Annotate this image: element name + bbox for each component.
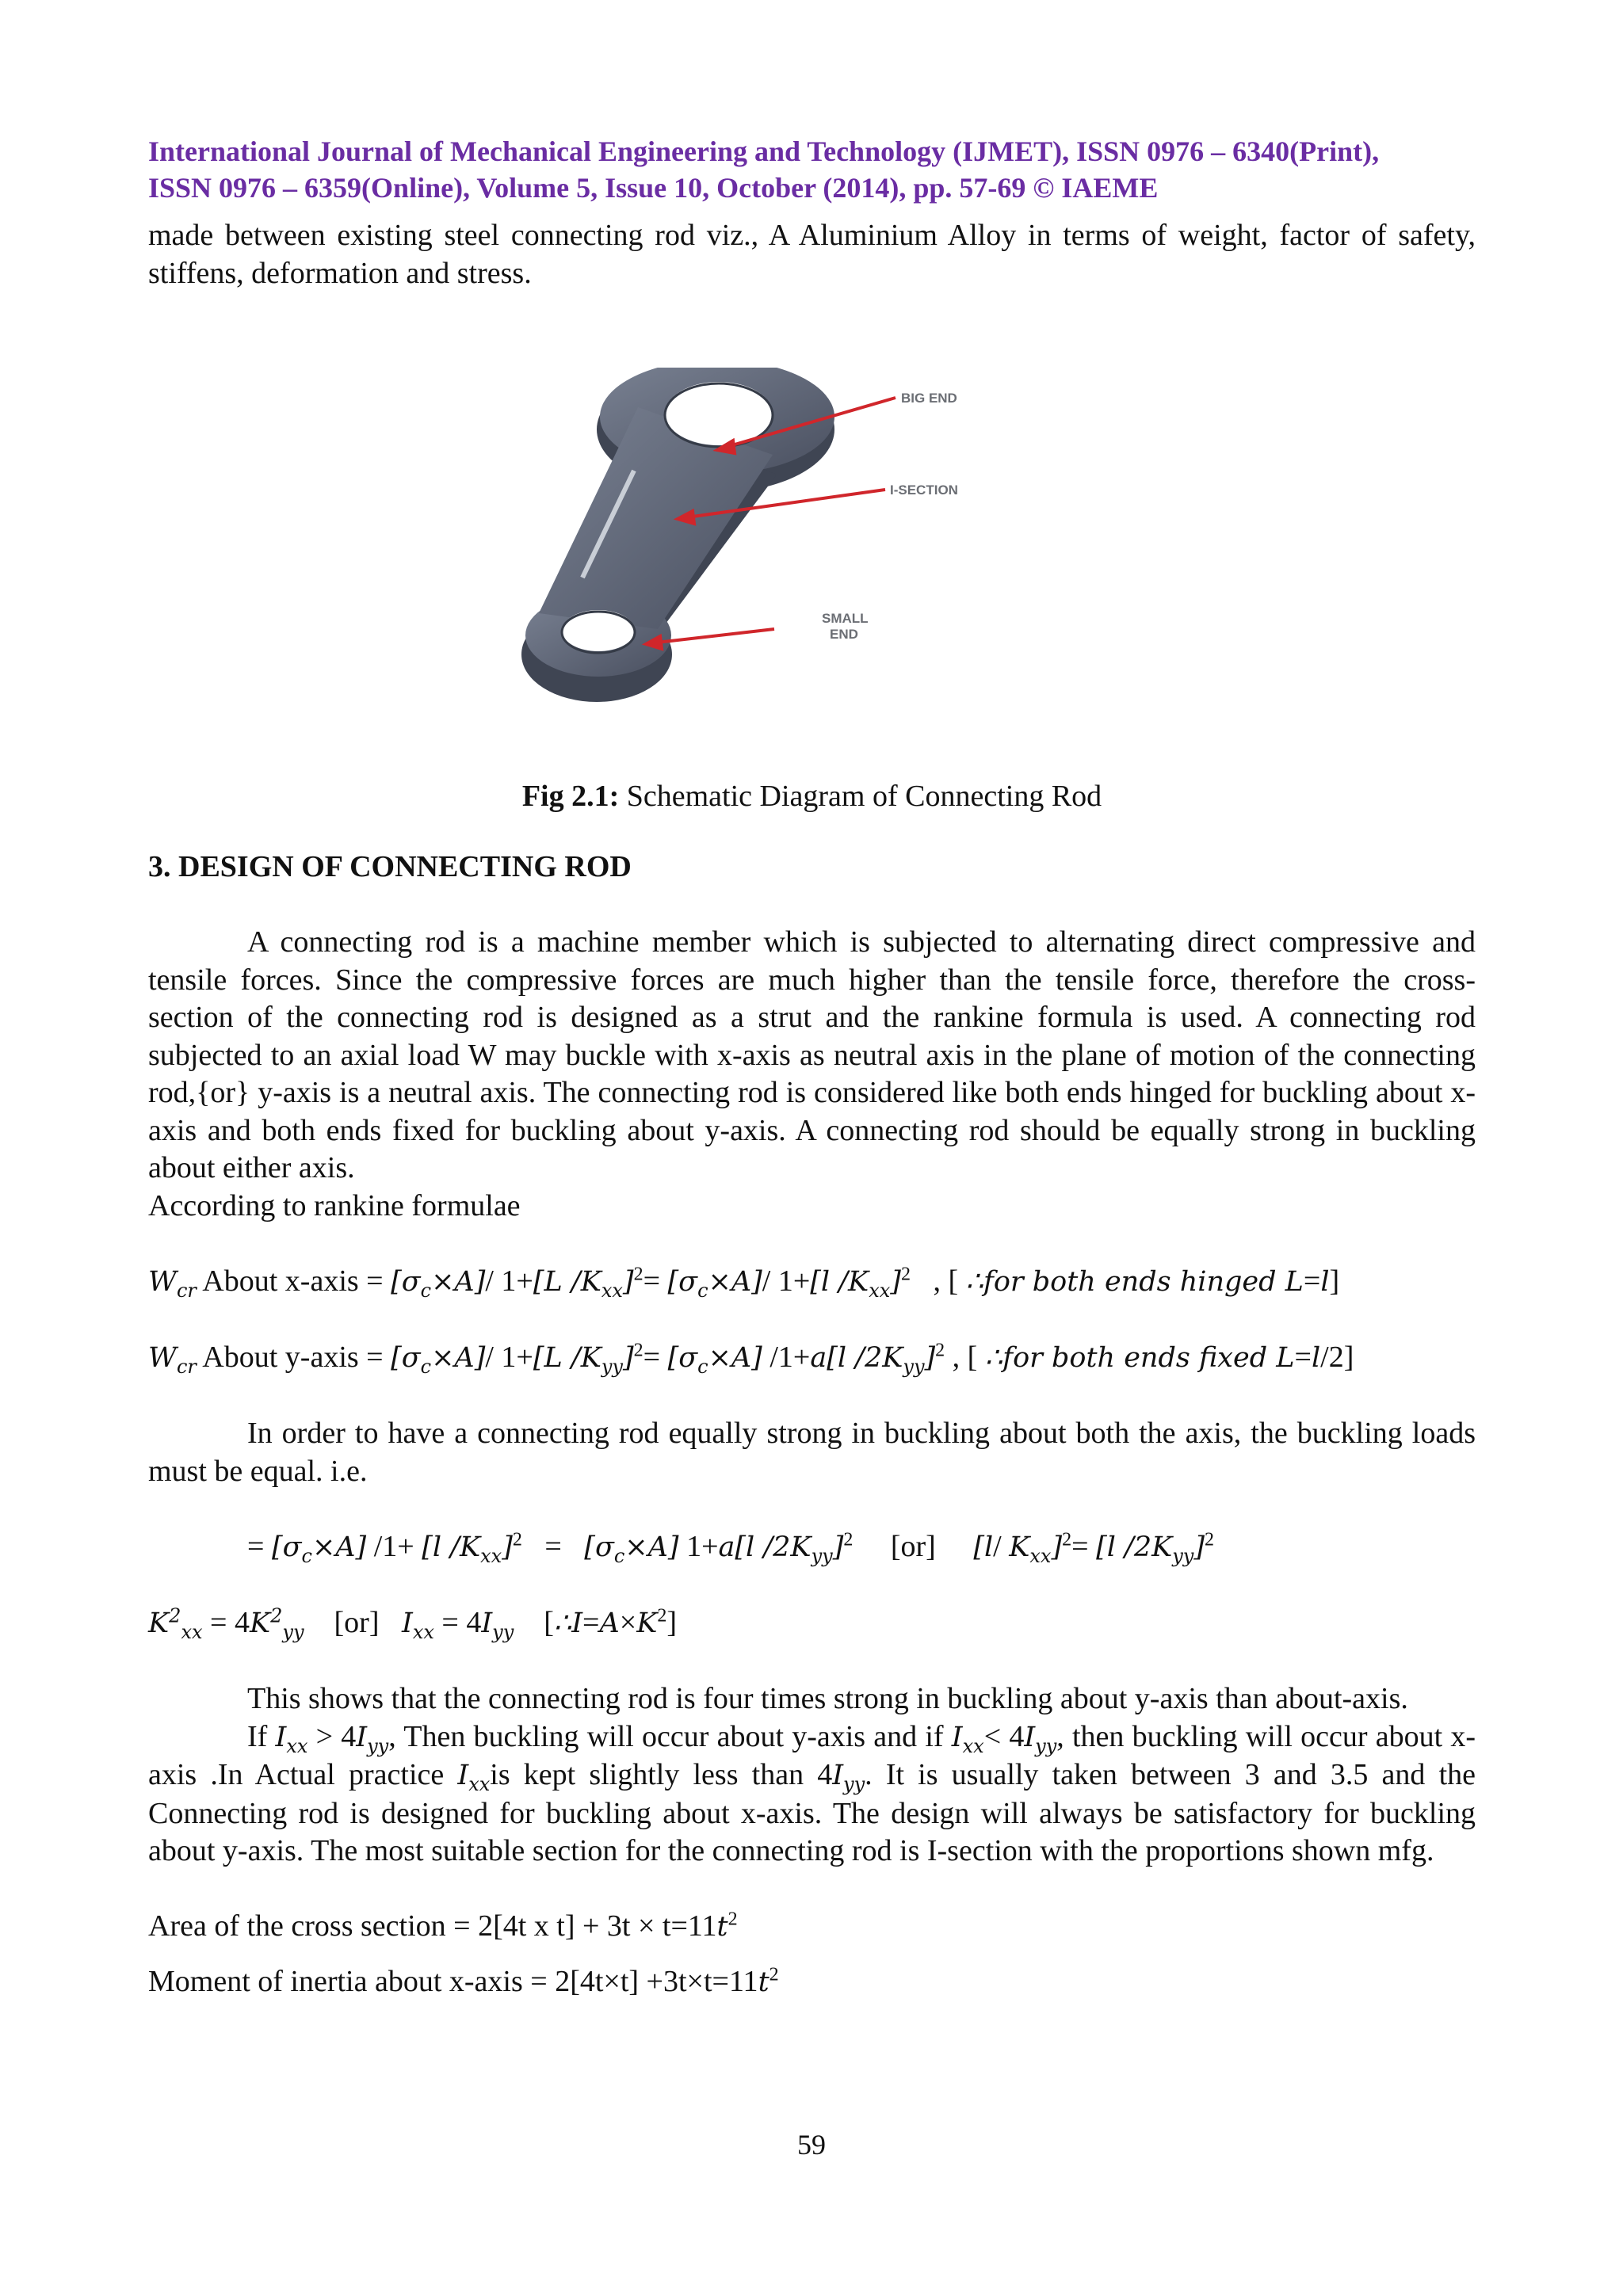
i-section-label: I-SECTION: [890, 482, 958, 498]
paragraph-four-times: This shows that the connecting rod is four times strong in buckling about y-axis than about-axis.: [247, 1682, 1408, 1715]
equation-kxx-ixx: $K^2_{xx} = 4K^2_{yy}$ [or] $I_{xx} = 4I_{yy}$ $[\therefore I=A\times K^2]$: [148, 1604, 677, 1643]
small-end-label-2: END: [830, 627, 858, 642]
connecting-rod-figure: [148, 368, 1476, 764]
header-line-2: ISSN 0976 – 6359(Online), Volume 5, Issue 10, October (2014), pp. 57-69 © IAEME: [148, 172, 1159, 204]
big-end-label: BIG END: [901, 391, 957, 406]
paragraph-rankine: A connecting rod is a machine member which is subjected to alternating direct compressive and tensile forces. Since the compressive forces are much higher than the tensile force, therefore the cross- section of the connecting rod is designed as a strut and the rankine formula is used. A connecting rod subjected to an axial load W may buckle with x-axis as neutral axis in the plane of motion of the connecting rod,{or} y-axis is a neutral axis. The connecting rod is considered like both ends hinged for buckling about x-axis and both ends fixed for buckling about y-axis. A connecting rod should be equally strong in buckling about either axis.: [148, 925, 1476, 1184]
equation-wcr-x: $W_{cr}$ About x-axis = $[\sigma_c\times A]/$ 1+[L $/K_{xx}]^2= [\sigma_c\times A]/$ 1+[l $/K_{xx}]^2$ , [ ∴for both ends hinged L=l]: [148, 1264, 1340, 1302]
area-formula: Area of the cross section = 2[4t x $t] + 3t \times t=11t^2$: [148, 1908, 738, 1943]
paragraph-rankine-tail: According to rankine formulae: [148, 1188, 521, 1222]
paragraph-buckling-condition: If $I_{xx} > 4I_{yy}$, Then buckling will occur about y-axis and if $I_{xx}< 4I_{yy}$, then buckling will occur about x-axis .In Actual practice $I_{xx}is$ kept slightly less than $4I_{yy}$. It is usually taken between 3 and 3.5 and the Connecting rod is designed for buckling about x-axis. The design will always be satisfactory for buckling about y-axis. The most suitable section for the connecting rod is I-section with the proportions shown mfg.: [148, 1719, 1476, 1867]
small-end-label-1: SMALL: [822, 611, 869, 626]
page-content: [148, 133, 1476, 2002]
page-number: 59: [797, 2129, 826, 2161]
section-heading: 3. DESIGN OF CONNECTING ROD: [148, 850, 632, 883]
journal-header: [148, 133, 1476, 206]
figure-caption: [148, 778, 1476, 815]
moment-of-inertia-formula: Moment of inertia about x-axis = $2[4t\times t] +3t\times t=11t^2$: [148, 1964, 779, 1998]
figure-caption-text: Schematic Diagram of Connecting Rod: [619, 780, 1102, 813]
equation-equal-buckling: = $[\sigma_c\times A]$ /1+ [l $/K_{xx}]^2 = [\sigma_c\times A]$ 1+a[l $/2K_{yy}]^2$ [or] [l/ $K_{xx}]^2= [l$ $/2K_{yy}]^2$: [247, 1529, 1215, 1567]
header-line-1: International Journal of Mechanical Engineering and Technology (IJMET), ISSN 0976 – 6340(Print),: [148, 135, 1380, 167]
equation-wcr-y: $W_{cr}$ About y-axis = $[\sigma_c\times A]/$ 1+[L $/K_{yy}]^2= [\sigma_c\times A]$ /1+a[l $/2K_{yy}]^2$ , [ ∴for both ends fixed L=l/2]: [148, 1340, 1354, 1378]
paragraph-equal-loads: In order to have a connecting rod equally strong in buckling about both the axis, the buckling loads must be equal. i.e.: [148, 1417, 1476, 1488]
intro-paragraph: made between existing steel connecting rod viz., A Aluminium Alloy in terms of weight, factor of safety, stiffens, deformation and stress.: [148, 219, 1476, 290]
connecting-rod-illustration: [519, 368, 1074, 716]
figure-caption-label: Fig 2.1:: [521, 780, 620, 813]
